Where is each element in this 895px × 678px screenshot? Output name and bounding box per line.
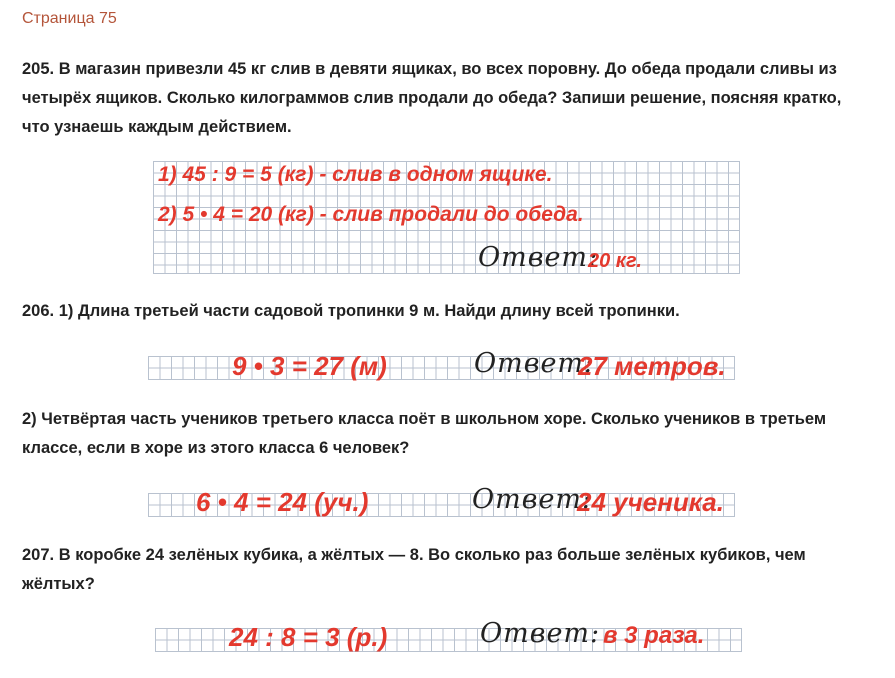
solution-207: 24 : 8 = 3 (р.) <box>229 622 388 652</box>
answer-word-206-2: Ответ: <box>472 484 593 515</box>
page-label: Страница 75 <box>22 10 117 27</box>
answer-206-2: 24 ученика. <box>577 487 724 517</box>
solution-206-2: 6 • 4 = 24 (уч.) <box>196 487 369 517</box>
solution-206-1: 9 • 3 = 27 (м) <box>232 351 387 381</box>
answer-205: 20 кг. <box>588 250 642 272</box>
task-205-text: 205. В магазин привезли 45 кг слив в девяти ящиках, во всех поровну. До обеда продали сливы из четырёх ящиков. Сколько килограммов слив продали до обеда? Запиши решение, поясняя кратко, что узнаешь каждым действием. <box>22 60 842 136</box>
answer-207: в 3 раза. <box>603 622 705 649</box>
answer-206-1: 27 метров. <box>578 351 726 381</box>
answer-word-206-1: Ответ: <box>474 348 595 379</box>
task-206-2-text: 2) Четвёртая часть учеников третьего класса поёт в школьном хоре. Сколько учеников в третьем классе, если в хоре из этого класса 6 человек? <box>22 410 827 457</box>
answer-word-205: Ответ: <box>478 242 599 273</box>
task-206-1-text: 206. 1) Длина третьей части садовой тропинки 9 м. Найди длину всей тропинки. <box>22 302 680 320</box>
task-207-text: 207. В коробке 24 зелёных кубика, а жёлтых — 8. Во сколько раз больше зелёных кубиков, чем жёлтых? <box>22 546 806 593</box>
answer-word-207: Ответ: <box>480 618 601 649</box>
solution-205-line-1: 1) 45 : 9 = 5 (кг) - слив в одном ящике. <box>158 163 553 186</box>
solution-205-line-2: 2) 5 • 4 = 20 (кг) - слив продали до обеда. <box>158 203 584 226</box>
